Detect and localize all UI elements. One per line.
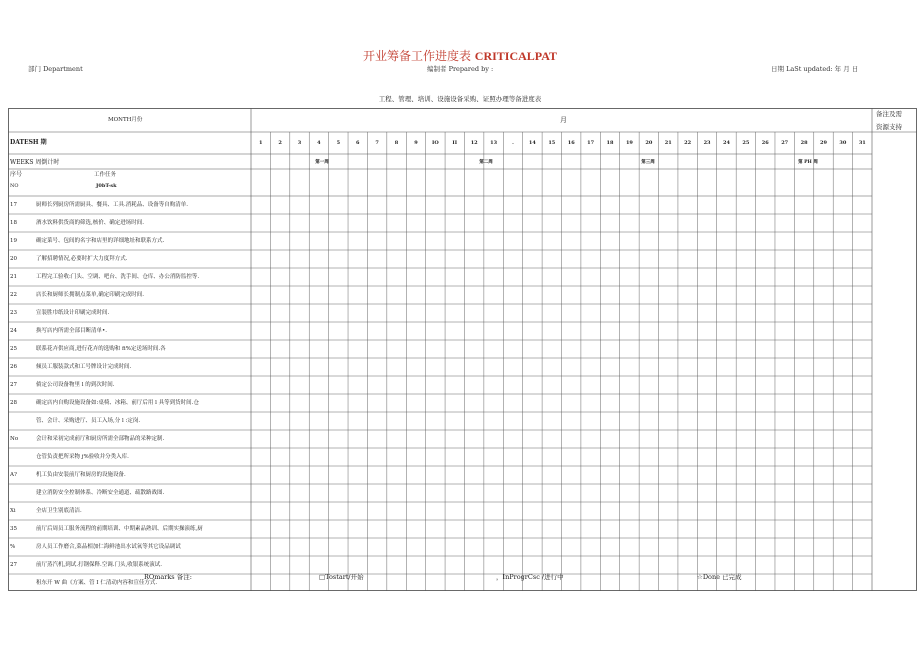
row-number: 18 xyxy=(10,220,17,226)
task-text: 酒水饮料供货商的筛选,核价、确定进场时间. xyxy=(36,220,144,226)
day-number: 16 xyxy=(567,140,575,146)
row-number: 27 xyxy=(10,562,17,568)
row-number: % xyxy=(10,544,16,550)
row-number: 25 xyxy=(10,346,17,352)
day-number: 1 xyxy=(258,140,263,146)
task-text: 房人员工作磨合,菜品相加仁海鲜池出水试氧等其它设品调试 xyxy=(36,544,181,550)
day-number: II xyxy=(452,140,458,146)
task-text: 换写店内所需全部目断清单•. xyxy=(36,328,107,334)
day-number: 14 xyxy=(528,140,536,146)
row-number: 35 xyxy=(10,526,17,532)
day-number: 17 xyxy=(587,140,595,146)
week-label: 第三周 xyxy=(641,160,655,165)
day-number: 3 xyxy=(297,140,302,146)
row-number: A? xyxy=(10,472,17,478)
day-number: 4 xyxy=(317,140,321,146)
task-text: 厨师长列厨房所需厨具、餐具、工具.消耗品、设备等自购清单. xyxy=(36,202,188,208)
task-text: 管、会计、采购进厅、员工入场,分 l :定岗. xyxy=(36,418,141,424)
row-number: 23 xyxy=(10,310,17,316)
month-cell: 月 xyxy=(560,116,567,124)
day-number: 9 xyxy=(414,140,418,146)
task-text: 工程完工验收:门头、空调、吧台、洗手间、仓库、办公消防监控等. xyxy=(36,274,200,280)
row-number: 22 xyxy=(10,292,17,298)
row-number: 19 xyxy=(10,238,17,244)
day-number: 5 xyxy=(336,140,341,146)
row-number: No xyxy=(10,436,19,442)
day-number: 22 xyxy=(684,140,692,146)
legend-remarks: ROmarks 备注: xyxy=(144,573,192,581)
row-number: 27 xyxy=(10,382,17,388)
day-number: 25 xyxy=(742,140,750,146)
legend-to-start: □Tostart/开始 xyxy=(319,573,364,581)
row-number: 17 xyxy=(10,202,17,208)
day-number: 21 xyxy=(664,140,672,146)
task-text: 前厅后周员工服务流程的前期培训、中期素品熟训、后期实操演练,厨 xyxy=(36,526,203,532)
day-number: 8 xyxy=(394,140,399,146)
day-number: 13 xyxy=(490,140,498,146)
week-label: 第 PH 周 xyxy=(798,160,818,165)
day-number: 26 xyxy=(761,140,769,146)
task-text: 仓管负责把所采物 j%验收并分类入库. xyxy=(36,454,129,460)
day-number: 31 xyxy=(858,140,866,146)
table-subtitle: 工程、管理、培训、设施设备采购、证照办理等备进度表 xyxy=(378,95,542,103)
task-text: 倘定公司设备物里 l 的到次时间. xyxy=(36,382,115,388)
day-number: 29 xyxy=(819,140,827,146)
page-title: 开业筹备工作进度表 CRITICALPAT xyxy=(362,49,558,63)
weeks-row-label: WEEKS 周倒计时 xyxy=(10,159,60,166)
day-number: 30 xyxy=(839,140,847,146)
day-number: . xyxy=(512,140,514,146)
day-number: 19 xyxy=(625,140,633,146)
date-row-label: DATESH 期 xyxy=(10,139,47,146)
task-text: 店长和厨师长拥制点菜单,确定印刷完成时间. xyxy=(36,292,144,298)
day-number: 24 xyxy=(722,140,730,146)
day-number: 2 xyxy=(278,140,282,146)
day-number: 23 xyxy=(703,140,711,146)
day-number: 6 xyxy=(355,140,360,146)
legend-done: ☆Done 已完成 xyxy=(697,573,742,581)
task-text: 机工负由安装前厅和厨房的设施设备. xyxy=(36,472,126,478)
date-label: 日期 LaSt updated: 年 月 日 xyxy=(771,65,859,73)
serial-header: 序号 xyxy=(10,171,23,178)
row-number: 20 xyxy=(10,256,17,262)
row-number: 26 xyxy=(10,364,17,370)
task-text: 全店卫生别底清洁. xyxy=(36,508,82,514)
task-text: 联系花卉供应商,进行花卉的选购和 fi%定送场时间.各 xyxy=(36,346,166,352)
remarks-header: 资源支持 xyxy=(876,123,902,131)
week-label: 第一周 xyxy=(315,160,329,165)
day-number: 7 xyxy=(375,140,379,146)
day-number: IO xyxy=(431,140,439,146)
department-label: 部门 Department xyxy=(28,65,83,73)
serial-header: NO xyxy=(10,183,19,189)
row-number: 21 xyxy=(10,274,17,280)
task-text: 宣装胜巾纸设计印刷完成时间. xyxy=(36,310,110,316)
month-label: MONTH月份 xyxy=(108,117,143,123)
task-text: 租东开 W 曲《方案、管 I 仁清动内容和宣佳方式. xyxy=(36,580,158,586)
row-number: 24 xyxy=(10,328,17,334)
day-number: 18 xyxy=(606,140,614,146)
day-number: 15 xyxy=(548,140,556,146)
row-number: Xi xyxy=(10,508,16,514)
day-number: 12 xyxy=(470,140,478,146)
task-text: 建立消防安全控制体系、冷断安全通道、疏散路战图. xyxy=(36,490,165,496)
task-header: J0bT-sk xyxy=(96,183,117,189)
row-number: 28 xyxy=(10,400,17,406)
task-text: 确定菜号、包间的名字和店里的详细地址和联系方式. xyxy=(36,238,165,244)
remarks-header: 备注及需 xyxy=(876,110,902,118)
task-text: 前厅蒸汽机,到试.打钢保释.空调.门头,收银系统演试. xyxy=(36,562,162,568)
prepared-by-label: 编制者 Prepared by : xyxy=(427,65,494,73)
day-number: 28 xyxy=(800,140,808,146)
task-text: 了解招聘情况,必要时扩大力度拜方式. xyxy=(36,256,128,262)
task-text: 确定店内自购设施设备如:桌椅、冰箱、前厅后用 l 具等到货时间.仓 xyxy=(36,400,199,406)
task-text: 倾员工服装款式和工号牌设计完成时间. xyxy=(36,364,132,370)
day-number: 20 xyxy=(645,140,653,146)
task-text: 会计和采初完成前厅和厨房所需全部物品的采种定制. xyxy=(36,436,165,442)
day-number: 27 xyxy=(781,140,789,146)
week-label: 第二周 xyxy=(479,160,493,165)
legend-in-progress: ，InProgrCsc /进行中 xyxy=(496,573,564,581)
task-header: 工作任务 xyxy=(94,172,117,178)
